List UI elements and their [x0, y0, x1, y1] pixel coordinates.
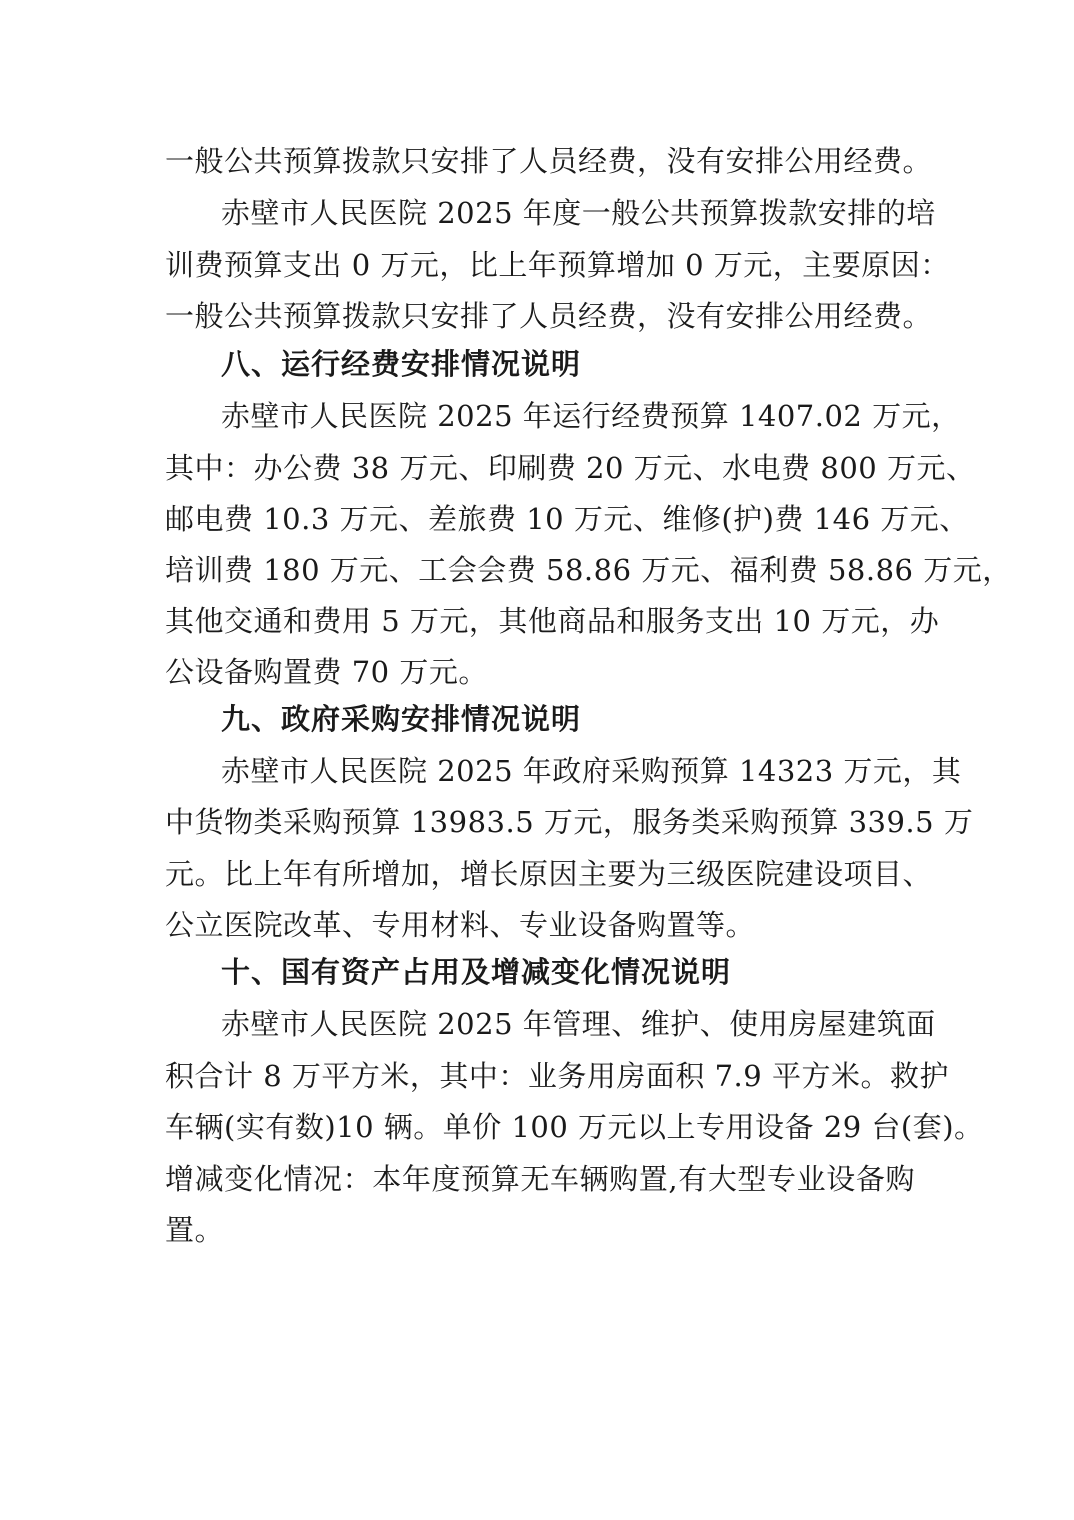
- section-heading: 十、国有资产占用及增减变化情况说明: [221, 955, 732, 989]
- paragraph-line: 赤壁市人民医院 2025 年运行经费预算 1407.02 万元，: [221, 399, 961, 433]
- paragraph-line: 邮电费 10.3 万元、差旅费 10 万元、维修(护)费 146 万元、: [165, 502, 969, 536]
- paragraph-line: 训费预算支出 0 万元，比上年预算增加 0 万元，主要原因：: [165, 248, 950, 282]
- paragraph-line: 赤壁市人民医院 2025 年政府采购预算 14323 万元，其: [221, 754, 962, 788]
- paragraph-line: 积合计 8 万平方米，其中：业务用房面积 7.9 平方米。救护: [165, 1059, 949, 1093]
- section-heading: 九、政府采购安排情况说明: [221, 702, 582, 736]
- paragraph-line: 其中：办公费 38 万元、印刷费 20 万元、水电费 800 万元、: [165, 451, 976, 485]
- section-heading: 八、运行经费安排情况说明: [221, 347, 582, 381]
- paragraph-line: 一般公共预算拨款只安排了人员经费，没有安排公用经费。: [165, 299, 933, 333]
- paragraph-line: 赤壁市人民医院 2025 年管理、维护、使用房屋建筑面: [221, 1007, 936, 1041]
- paragraph-line: 增减变化情况：本年度预算无车辆购置,有大型专业设备购: [165, 1162, 915, 1196]
- paragraph-line: 一般公共预算拨款只安排了人员经费，没有安排公用经费。: [165, 144, 933, 178]
- paragraph-line: 赤壁市人民医院 2025 年度一般公共预算拨款安排的培: [221, 196, 936, 230]
- paragraph-line: 中货物类采购预算 13983.5 万元，服务类采购预算 339.5 万: [165, 805, 974, 839]
- paragraph-line: 置。: [165, 1213, 225, 1247]
- paragraph-line: 元。比上年有所增加，增长原因主要为三级医院建设项目、: [165, 857, 933, 891]
- paragraph-line: 其他交通和费用 5 万元，其他商品和服务支出 10 万元，办: [165, 604, 940, 638]
- paragraph-line: 公设备购置费 70 万元。: [165, 655, 488, 689]
- paragraph-line: 车辆(实有数)10 辆。单价 100 万元以上专用设备 29 台(套)。: [165, 1110, 984, 1144]
- paragraph-line: 公立医院改革、专用材料、专业设备购置等。: [165, 908, 756, 942]
- paragraph-line: 培训费 180 万元、工会会费 58.86 万元、福利费 58.86 万元，: [165, 553, 1012, 587]
